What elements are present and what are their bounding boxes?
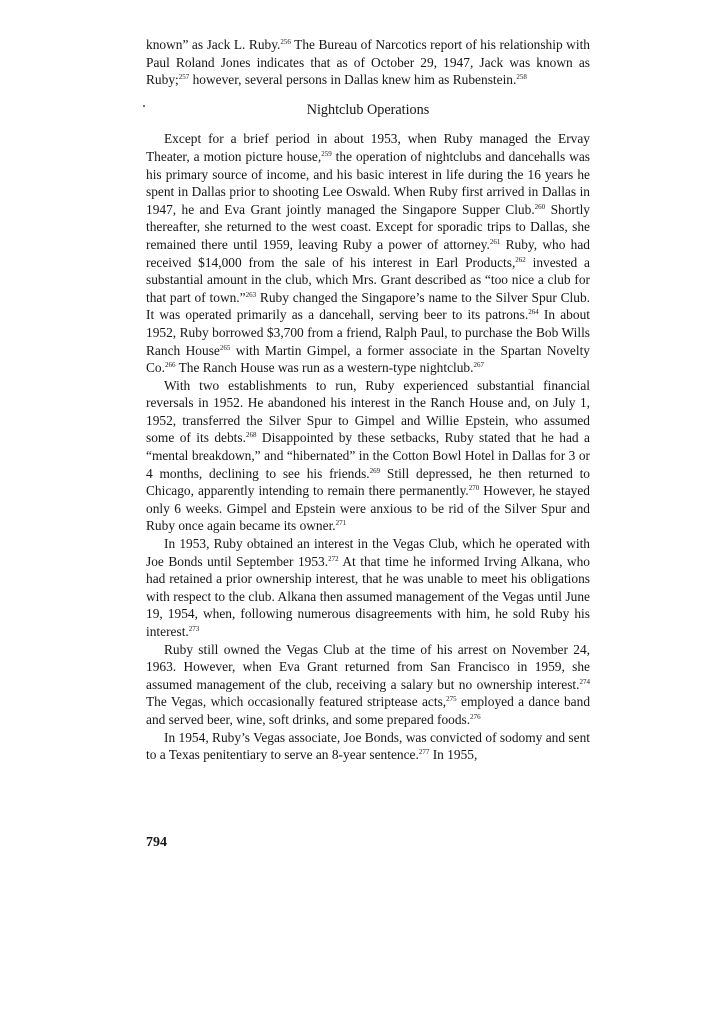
text-run: with Martin Gimpel, a former associate in the Spartan Novelty Co. — [146, 342, 590, 376]
footnote-ref: 257 — [178, 73, 190, 82]
text-run: The Vegas, which occasionally featured striptease acts, — [146, 694, 447, 710]
footnote-ref: 277 — [418, 748, 430, 757]
text-run: Still depressed, he then returned to Chicago, apparently intending to remain there permanently. — [146, 465, 590, 499]
footnote-ref: 267 — [473, 361, 484, 370]
text-run: With two establishments to run, Ruby experienced substantial financial reversals in 1952. He abandoned his interest in the Ranch House and, on July 1, 1952, transferred the Silver Spur to Gimpel and Willie Epstein, who assumed some of its debts. — [146, 377, 590, 446]
paragraph — [146, 36, 590, 89]
section-heading: Nightclub Operations — [306, 101, 430, 118]
footnote-ref: 271 — [335, 519, 347, 528]
scan-speck — [143, 105, 145, 107]
footnote-ref: 269 — [369, 466, 381, 475]
footnote-ref: 274 — [579, 677, 590, 686]
footnote-ref: 270 — [468, 484, 480, 493]
footnote-ref: 265 — [219, 343, 231, 352]
footnote-ref: 266 — [164, 361, 176, 370]
footnote-ref: 260 — [534, 202, 546, 211]
text-run: however, several persons in Dallas knew him as Rubenstein. — [189, 72, 517, 88]
text-run: Disappointed by these setbacks, Ruby stated that he had a “mental breakdown,” and “hibernated” in the Cotton Bowl Hotel in Dallas for 3 or 4 months, declining to see his friends. — [146, 430, 590, 481]
text-run: Ruby still owned the Vegas Club at the time of his arrest on November 24, 1963. However, when Eva Grant returned from San Francisco in 1959, she assumed management of the club, receiving a salary but no ownership interest. — [146, 641, 590, 692]
text-run: The Bureau of Narcotics report of his relationship with Paul Roland Jones indicates that as of October 29, 1947, Jack was known as Ruby; — [146, 37, 590, 88]
paragraph — [146, 130, 590, 376]
footnote-ref: 264 — [528, 308, 539, 317]
footnote-ref: 263 — [245, 290, 257, 299]
text-run: In 1953, Ruby obtained an interest in the Vegas Club, which he operated with Joe Bonds until September 1953. — [146, 536, 590, 569]
body-text — [146, 36, 590, 764]
text-run: However, he stayed only 6 weeks. Gimpel and Epstein were anxious to be rid of the Silver Spur and Ruby once again became its owner. — [146, 483, 590, 534]
text-run: invested a substantial amount in the club, which Mrs. Grant described as “too nice a club for that part of town.” — [146, 254, 590, 305]
footnote-ref: 258 — [516, 73, 527, 82]
footnote-ref: 262 — [515, 255, 526, 264]
text-run: In 1955, — [429, 747, 478, 763]
text-run: In about 1952, Ruby borrowed $3,700 from a friend, Ralph Paul, to purchase the Bob Wills Ranch House — [146, 307, 590, 358]
footnote-ref: 273 — [188, 625, 200, 633]
footnote-ref: 268 — [245, 431, 257, 440]
text-run: Ruby, who had received $14,000 from the sale of his interest in Earl Products, — [146, 236, 590, 270]
text-run: Ruby changed the Singapore’s name to the Silver Spur Club. It was operated primarily as a dancehall, serving beer to its patrons. — [146, 289, 591, 323]
footnote-ref: 259 — [321, 149, 332, 158]
page-number: 794 — [146, 835, 167, 850]
paragraph — [146, 535, 590, 641]
paragraph — [146, 377, 590, 535]
text-run: Shortly thereafter, she returned to the west coast. Except for sporadic trips to Dallas, she remained there until 1959, leaving Ruby a power of attorney. — [146, 201, 591, 252]
footnote-ref: 272 — [328, 554, 339, 563]
text-run: the operation of nightclubs and dancehalls was his primary source of income, and his basic interest in life during the 16 years he spent in Dallas prior to shooting Lee Oswald. When Ruby first arrived in Dallas in 1947, he and Eva Grant jointly managed the Singapore Supper Club. — [146, 148, 590, 217]
paragraph — [146, 729, 590, 764]
footnote-ref: 276 — [470, 712, 481, 721]
footnote-ref: 256 — [280, 38, 291, 46]
text-run: At that time he informed Irving Alkana, who had retained a prior ownership interest, that he was unable to meet his obligations with respect to the club. Alkana then assumed management of the Vegas until June 19, 1954, when, following numerous disagreements with him, he sold Ruby his interest. — [146, 553, 590, 639]
footnote-ref: 261 — [489, 237, 501, 246]
text-run: Except for a brief period in about 1953, when Ruby managed the Ervay Theater, a motion picture house, — [146, 131, 590, 164]
text-run: known” as Jack L. Ruby. — [146, 37, 281, 52]
text-run: employed a dance band and served beer, wine, soft drinks, and some prepared foods. — [146, 694, 591, 727]
text-run: In 1954, Ruby’s Vegas associate, Joe Bonds, was convicted of sodomy and sent to a Texas penitentiary to serve an 8-year sentence. — [146, 729, 590, 763]
paragraph — [146, 641, 590, 729]
footnote-ref: 275 — [446, 695, 457, 704]
text-run: The Ranch House was run as a western-type nightclub. — [175, 360, 474, 376]
